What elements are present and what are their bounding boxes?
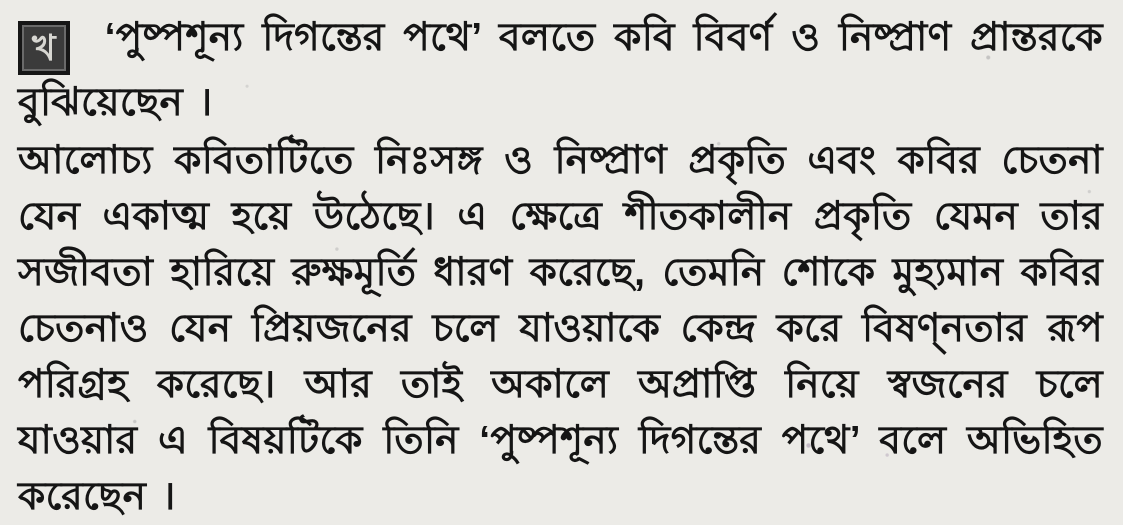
answer-body-text: আলোচ্য কবিতাটিতে নিঃসঙ্গ ও নিষ্প্রাণ প্রকৃতি এবং কবির চেতনা যেন একাত্ম হয়ে উঠেছে। এ ক্ষেত্রে শীতকালীন প্রকৃতি যেমন তার সজীবতা হারিয়ে রুক্ষমূর্তি ধারণ করেছে, তেমনি শোকে মুহ্যমান কবির চেতনাও যেন প্রিয়জনের চলে যাওয়াকে কেন্দ্র করে বিষণ্নতার রূপ পরিগ্রহ করেছে। আর তাই অকালে অপ্রাপ্তি নিয়ে স্বজনের চলে যাওয়ার এ বিষয়টিকে তিনি ‘পুষ্পশূন্য দিগন্তের পথে’ বলে অভিহিত করেছেন ।	[18, 139, 1103, 518]
answer-intro-text: ‘পুষ্পশূন্য দিগন্তের পথে’ বলতে কবি বিবর্ণ ও নিষ্প্রাণ প্রান্তরকে বুঝিয়েছেন ।	[18, 16, 1103, 124]
answer-paragraph-body	[18, 133, 1103, 525]
answer-paragraph-intro	[18, 10, 1103, 131]
question-marker-badge	[18, 21, 70, 75]
question-marker-letter: খ	[32, 27, 56, 68]
